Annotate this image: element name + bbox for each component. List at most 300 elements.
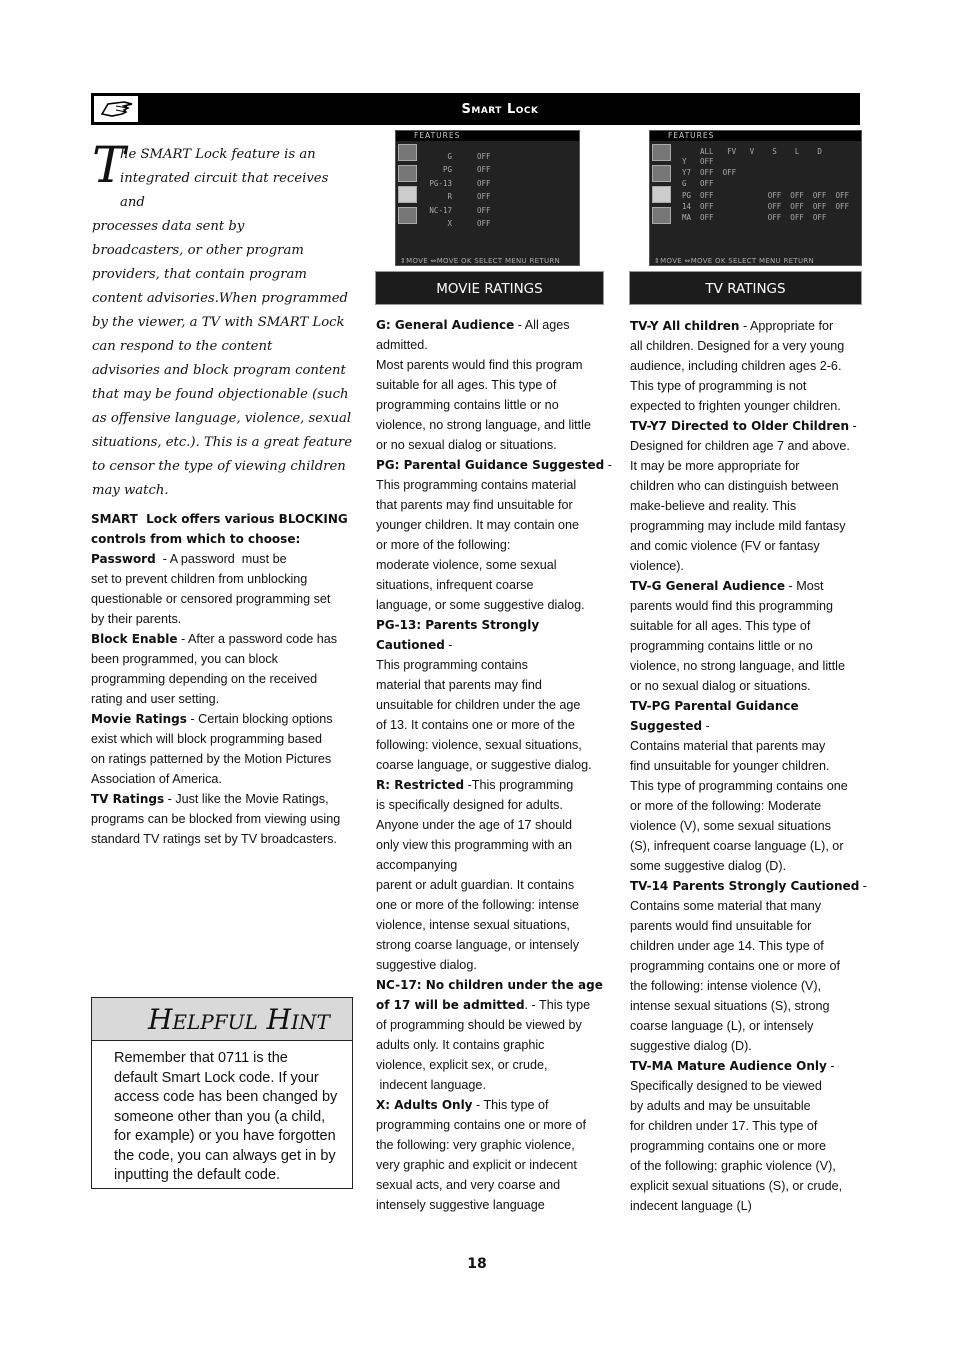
line-text: children under age 14. This type of	[630, 939, 824, 953]
text-line	[91, 789, 361, 809]
text-line	[376, 315, 616, 335]
line-text: -This programming	[464, 778, 574, 792]
line-text: rating and user setting.	[91, 692, 220, 706]
screen-title: FEATURES	[650, 131, 861, 141]
text-line	[630, 1096, 870, 1116]
line-text: intense sexual situations (S), strong	[630, 999, 830, 1013]
line-text: violence).	[630, 559, 684, 573]
text-line	[630, 1156, 870, 1176]
intro-line: to censor the type of viewing children	[92, 459, 346, 474]
rating-values	[477, 150, 491, 230]
text-line	[376, 875, 616, 895]
sound-icon	[398, 165, 417, 182]
line-text: - Appropriate for	[739, 319, 834, 333]
text-line	[376, 1015, 616, 1035]
intro-paragraph	[92, 143, 357, 503]
bold-term: Suggested	[630, 719, 703, 733]
bold-term: controls from which to choose:	[91, 532, 301, 546]
line-text: of programming should be viewed by	[376, 1018, 582, 1032]
rating-labels	[424, 150, 452, 230]
movie-ratings-screen	[395, 130, 580, 266]
line-text: programming depending on the received	[91, 672, 318, 686]
text-line	[376, 755, 616, 775]
tv-rating-label: PG	[682, 190, 692, 200]
text-line	[630, 396, 870, 416]
text-line	[630, 1076, 870, 1096]
line-text: Contains material that parents may	[630, 739, 826, 753]
text-line	[376, 415, 616, 435]
text-line	[630, 596, 870, 616]
screen-footer: ⇕MOVE ⇔MOVE OK SELECT MENU RETURN	[654, 257, 815, 265]
text-line	[91, 529, 361, 549]
text-line	[630, 436, 870, 456]
text-line	[630, 696, 870, 716]
line-text: - Just like the Movie Ratings,	[164, 792, 329, 806]
bold-term: of 17 will be admitted	[376, 998, 525, 1012]
text-line	[630, 416, 870, 436]
line-text: all children. Designed for a very young	[630, 339, 845, 353]
bold-term: Block Enable	[91, 632, 178, 646]
line-text: adults only. It contains graphic	[376, 1038, 545, 1052]
rating-value: OFF	[477, 192, 491, 202]
line-text: programming contains little or no	[630, 639, 813, 653]
line-text: younger children. It may contain one	[376, 518, 580, 532]
text-line	[630, 736, 870, 756]
text-line	[376, 375, 616, 395]
line-text: by their parents.	[91, 612, 182, 626]
text-line	[376, 475, 616, 495]
text-line	[630, 336, 870, 356]
blocking-controls-text	[91, 509, 361, 849]
line-text: of 13. It contains one or more of the	[376, 718, 575, 732]
text-line	[376, 835, 616, 855]
text-line	[91, 729, 361, 749]
tv-ratings-heading: TV RATINGS	[629, 271, 862, 305]
rating-label: G	[447, 152, 452, 161]
bold-term: PG-13: Parents Strongly	[376, 618, 540, 632]
hint-line: someone other than you (a child,	[114, 1108, 326, 1125]
text-line	[91, 629, 361, 649]
text-line	[630, 816, 870, 836]
line-text: -	[859, 879, 867, 893]
bold-term: X: Adults Only	[376, 1098, 473, 1112]
bold-term: TV Ratings	[91, 792, 165, 806]
line-text: programming contains one or more of	[376, 1118, 586, 1132]
text-line	[376, 635, 616, 655]
text-line	[376, 915, 616, 935]
line-text: is specifically designed for adults.	[376, 798, 563, 812]
line-text: one or more of the following: intense	[376, 898, 580, 912]
line-text: or more of the following:	[376, 538, 511, 552]
line-text: very graphic and explicit or indecent	[376, 1158, 577, 1172]
line-text: intensely suggestive language	[376, 1198, 545, 1212]
text-line	[376, 655, 616, 675]
text-line	[630, 576, 870, 596]
line-text: indecent language.	[376, 1078, 486, 1092]
pointing-hand-icon	[92, 94, 140, 124]
tv-rating-row: OFF OFF	[700, 168, 737, 178]
hint-line: inputting the default code.	[114, 1167, 281, 1183]
rating-label: X	[447, 219, 452, 229]
bold-term: Movie Ratings	[91, 712, 187, 726]
text-line	[630, 316, 870, 336]
tv-ratings-text	[630, 316, 870, 1216]
line-text: make-believe and reality. This	[630, 499, 797, 513]
helpful-hint-box	[91, 997, 353, 1189]
tv-rating-row: OFF	[700, 179, 714, 189]
text-line	[376, 1135, 616, 1155]
bold-term: TV-PG Parental Guidance	[630, 699, 799, 713]
line-text: suitable for all ages. This type of	[376, 378, 557, 392]
line-text: on ratings patterned by the Motion Pictures	[91, 752, 332, 766]
text-line	[91, 709, 361, 729]
text-line	[630, 1016, 870, 1036]
line-text: - This type of	[472, 1098, 549, 1112]
text-line	[630, 916, 870, 936]
line-text: Association of America.	[91, 772, 222, 786]
intro-line: can respond to the content	[92, 339, 273, 354]
line-text: the following: intense violence (V),	[630, 979, 822, 993]
text-line	[376, 1055, 616, 1075]
text-line	[630, 676, 870, 696]
line-text: children who can distinguish between	[630, 479, 839, 493]
line-text: audience, including children ages 2-6.	[630, 359, 842, 373]
line-text: some suggestive dialog (D).	[630, 859, 787, 873]
bold-term: PG: Parental Guidance Suggested	[376, 458, 605, 472]
rating-value: OFF	[477, 205, 491, 215]
text-line	[376, 895, 616, 915]
line-text: moderate violence, some sexual	[376, 558, 557, 572]
text-line	[376, 615, 616, 635]
line-text: Specifically designed to be viewed	[630, 1079, 822, 1093]
text-line	[630, 1176, 870, 1196]
line-text: sexual acts, and very coarse and	[376, 1178, 561, 1192]
bold-term: Cautioned	[376, 638, 445, 652]
text-line	[376, 455, 616, 475]
text-line	[630, 936, 870, 956]
text-line	[376, 1075, 616, 1095]
text-line	[91, 669, 361, 689]
text-line	[630, 776, 870, 796]
text-line	[376, 695, 616, 715]
text-line	[376, 1115, 616, 1135]
text-line	[630, 876, 870, 896]
install-icon	[652, 207, 671, 224]
text-line	[630, 956, 870, 976]
line-text: that parents may find unsuitable for	[376, 498, 573, 512]
line-text: situations, infrequent coarse	[376, 578, 534, 592]
text-line	[376, 955, 616, 975]
tv-rating-label: Y	[682, 157, 687, 166]
text-line	[376, 395, 616, 415]
intro-line: situations, etc.). This is a great feature	[92, 435, 353, 450]
line-text: -	[604, 458, 612, 472]
line-text: parent or adult guardian. It contains	[376, 878, 575, 892]
text-line	[630, 656, 870, 676]
line-text: This programming contains	[376, 658, 528, 672]
install-icon	[398, 207, 417, 224]
text-line	[376, 795, 616, 815]
intro-line: content advisories.When programmed	[92, 291, 348, 306]
line-text: admitted.	[376, 338, 428, 352]
bold-term: TV-Y7 Directed to Older Children	[630, 419, 849, 433]
line-text: Most parents would find this program	[376, 358, 583, 372]
line-text: -	[702, 719, 710, 733]
intro-line: processes data sent by	[92, 219, 245, 234]
line-text: expected to frighten younger children.	[630, 399, 841, 413]
bold-term: TV-G General Audience	[630, 579, 786, 593]
line-text: violence, no strong language, and little	[376, 418, 591, 432]
text-line	[630, 1036, 870, 1056]
text-line	[376, 1175, 616, 1195]
line-text: (S), infrequent coarse language (L), or	[630, 839, 844, 853]
text-line	[630, 996, 870, 1016]
picture-icon	[652, 144, 671, 161]
intro-line: integrated circuit that receives and	[120, 171, 329, 210]
rating-label: PG-13	[429, 178, 452, 188]
line-text: - Most	[785, 579, 824, 593]
rating-label: R	[447, 192, 452, 202]
text-line	[376, 355, 616, 375]
tv-rating-values	[700, 156, 849, 223]
line-text: -	[848, 419, 857, 433]
intro-line: he SMART Lock feature is an	[120, 147, 316, 162]
line-text: parents would find unsuitable for	[630, 919, 812, 933]
tv-rating-row: OFF	[700, 157, 714, 166]
text-line	[91, 749, 361, 769]
text-line	[376, 1095, 616, 1115]
text-line	[376, 775, 616, 795]
rating-value: OFF	[477, 152, 491, 161]
tv-rating-label: 14	[682, 201, 692, 211]
text-line	[376, 1155, 616, 1175]
text-line	[630, 636, 870, 656]
line-text: the following: very graphic violence,	[376, 1138, 575, 1152]
text-line	[630, 856, 870, 876]
page-number: 18	[467, 1256, 487, 1272]
text-line	[376, 995, 616, 1015]
line-text: indecent language (L)	[630, 1199, 752, 1213]
line-text: -	[444, 638, 453, 652]
line-text: programming may include mild fantasy	[630, 519, 846, 533]
line-text: - A password must be	[155, 552, 287, 566]
line-text: exist which will block programming based	[91, 732, 322, 746]
text-line	[91, 589, 361, 609]
text-line	[376, 715, 616, 735]
line-text: violence, no strong language, and little	[630, 659, 845, 673]
line-text: Anyone under the age of 17 should	[376, 818, 573, 832]
line-text: set to prevent children from unblocking	[91, 572, 308, 586]
screen-title: FEATURES	[396, 131, 579, 141]
text-line	[91, 609, 361, 629]
tv-rating-label: G	[682, 179, 687, 189]
text-line	[376, 595, 616, 615]
text-line	[376, 335, 616, 355]
hint-line: Remember that 0711 is the	[114, 1050, 288, 1066]
text-line	[91, 809, 361, 829]
text-line	[376, 735, 616, 755]
line-text: for children under 17. This type of	[630, 1119, 818, 1133]
hint-text	[92, 1041, 352, 1186]
rating-value: OFF	[477, 165, 491, 175]
line-text: been programmed, you can block	[91, 652, 278, 666]
text-line	[376, 575, 616, 595]
text-line	[376, 1195, 616, 1215]
text-line	[376, 1035, 616, 1055]
text-line	[376, 935, 616, 955]
text-line	[376, 975, 616, 995]
text-line	[376, 855, 616, 875]
rating-value: OFF	[477, 178, 491, 188]
hint-line: for example) or you have forgotten	[114, 1128, 336, 1144]
page-title: Smart Lock	[461, 102, 539, 117]
sound-icon	[652, 165, 671, 182]
text-line	[91, 689, 361, 709]
movie-ratings-text	[376, 315, 616, 1215]
rating-value: OFF	[477, 219, 491, 229]
hint-line: the code, you can always get in by	[114, 1147, 336, 1164]
text-line	[630, 896, 870, 916]
text-line	[630, 1116, 870, 1136]
line-text: programs can be blocked from viewing using	[91, 812, 341, 826]
text-line	[91, 549, 361, 569]
bold-term: NC-17: No children under the age	[376, 978, 603, 992]
text-line	[376, 495, 616, 515]
tv-rating-row: OFF OFF OFF OFF OFF	[700, 201, 850, 211]
text-line	[630, 1056, 870, 1076]
text-line	[91, 509, 361, 529]
text-line	[630, 716, 870, 736]
text-line	[630, 496, 870, 516]
tv-rating-labels	[682, 156, 691, 223]
line-text: standard TV ratings set by TV broadcasters.	[91, 832, 337, 846]
text-line	[91, 649, 361, 669]
line-text: coarse language (L), or intensely	[630, 1019, 814, 1033]
text-line	[630, 756, 870, 776]
tv-rating-label: Y7	[682, 168, 692, 178]
line-text: This programming contains material	[376, 478, 577, 492]
text-line	[91, 829, 361, 849]
text-line	[630, 476, 870, 496]
rating-label: PG	[442, 165, 452, 175]
screen-footer: ⇕MOVE ⇔MOVE OK SELECT MENU RETURN	[400, 257, 561, 265]
text-line	[630, 1136, 870, 1156]
line-text: programming contains one or more of	[630, 959, 840, 973]
line-text: or no sexual dialog or situations.	[630, 679, 811, 693]
line-text: programming contains one or more	[630, 1139, 826, 1153]
line-text: It may be more appropriate for	[630, 459, 800, 473]
text-line	[630, 536, 870, 556]
line-text: suitable for all ages. This type of	[630, 619, 811, 633]
bold-term: R: Restricted	[376, 778, 465, 792]
intro-line: advisories and block program content	[92, 363, 346, 378]
text-line	[630, 1196, 870, 1216]
tv-rating-row: OFF OFF OFF OFF	[700, 213, 827, 223]
intro-line: providers, that contain program	[92, 267, 307, 282]
text-line	[91, 769, 361, 789]
text-line	[376, 535, 616, 555]
line-text: material that parents may find	[376, 678, 542, 692]
line-text: unsuitable for children under the age	[376, 698, 581, 712]
text-line	[376, 435, 616, 455]
bold-term: TV-Y All children	[630, 319, 740, 333]
text-line	[630, 836, 870, 856]
line-text: explicit sexual situations (S), or crude,	[630, 1179, 843, 1193]
hint-title: Helpful Hint	[92, 998, 352, 1041]
line-text: . - This type	[524, 998, 591, 1012]
text-line	[376, 515, 616, 535]
line-text: violence (V), some sexual situations	[630, 819, 831, 833]
hint-line: access code has been changed by	[114, 1089, 338, 1105]
line-text: questionable or censored programming set	[91, 592, 331, 606]
line-text: violence, explicit sex, or crude,	[376, 1058, 548, 1072]
line-text: by adults and may be unsuitable	[630, 1099, 811, 1113]
tv-rating-label: MA	[682, 213, 692, 223]
intro-line: that may be found objectionable (such	[92, 387, 349, 402]
text-line	[630, 976, 870, 996]
line-text: This type of programming contains one	[630, 779, 848, 793]
line-text: This type of programming is not	[630, 379, 807, 393]
line-text: Designed for children age 7 and above.	[630, 439, 850, 453]
drop-cap: T	[92, 136, 126, 194]
line-text: language, or some suggestive dialog.	[376, 598, 585, 612]
line-text: - Certain blocking options	[186, 712, 333, 726]
line-text: and comic violence (FV or fantasy	[630, 539, 820, 553]
line-text: or more of the following: Moderate	[630, 799, 822, 813]
line-text: - After a password code has	[177, 632, 338, 646]
line-text: - All ages	[514, 318, 570, 332]
text-line	[630, 556, 870, 576]
bold-term: TV-MA Mature Audience Only	[630, 1059, 827, 1073]
text-line	[91, 569, 361, 589]
bold-term: G: General Audience	[376, 318, 515, 332]
line-text: strong coarse language, or intensely	[376, 938, 580, 952]
line-text: suggestive dialog (D).	[630, 1039, 752, 1053]
bold-term: SMART Lock offers various BLOCKING	[91, 512, 348, 526]
tv-ratings-screen	[649, 130, 862, 266]
text-line	[630, 456, 870, 476]
text-line	[376, 675, 616, 695]
intro-line: broadcasters, or other program	[92, 243, 304, 258]
text-line	[630, 616, 870, 636]
bold-term: Password	[91, 552, 156, 566]
line-text: programming contains little or no	[376, 398, 559, 412]
line-text: only view this programming with an	[376, 838, 572, 852]
line-text: -	[826, 1059, 835, 1073]
line-text: coarse language, or suggestive dialog.	[376, 758, 592, 772]
movie-ratings-heading: MOVIE RATINGS	[375, 271, 604, 305]
tv-rating-row: OFF OFF OFF OFF OFF	[700, 190, 850, 200]
line-text: parents would find this programming	[630, 599, 834, 613]
line-text: following: violence, sexual situations,	[376, 738, 582, 752]
text-line	[630, 356, 870, 376]
rating-label: NC-17	[429, 205, 452, 215]
picture-icon	[398, 144, 417, 161]
text-line	[630, 796, 870, 816]
intro-line: as offensive language, violence, sexual	[92, 411, 352, 426]
text-line	[630, 516, 870, 536]
text-line	[376, 815, 616, 835]
bold-term: TV-14 Parents Strongly Cautioned	[630, 879, 860, 893]
intro-line: may watch.	[92, 483, 169, 498]
line-text: accompanying	[376, 858, 458, 872]
line-text: of the following: graphic violence (V),	[630, 1159, 836, 1173]
text-line	[630, 376, 870, 396]
line-text: violence, intense sexual situations,	[376, 918, 570, 932]
line-text: Contains some material that many	[630, 899, 822, 913]
line-text: find unsuitable for younger children.	[630, 759, 830, 773]
features-icon	[652, 186, 671, 203]
